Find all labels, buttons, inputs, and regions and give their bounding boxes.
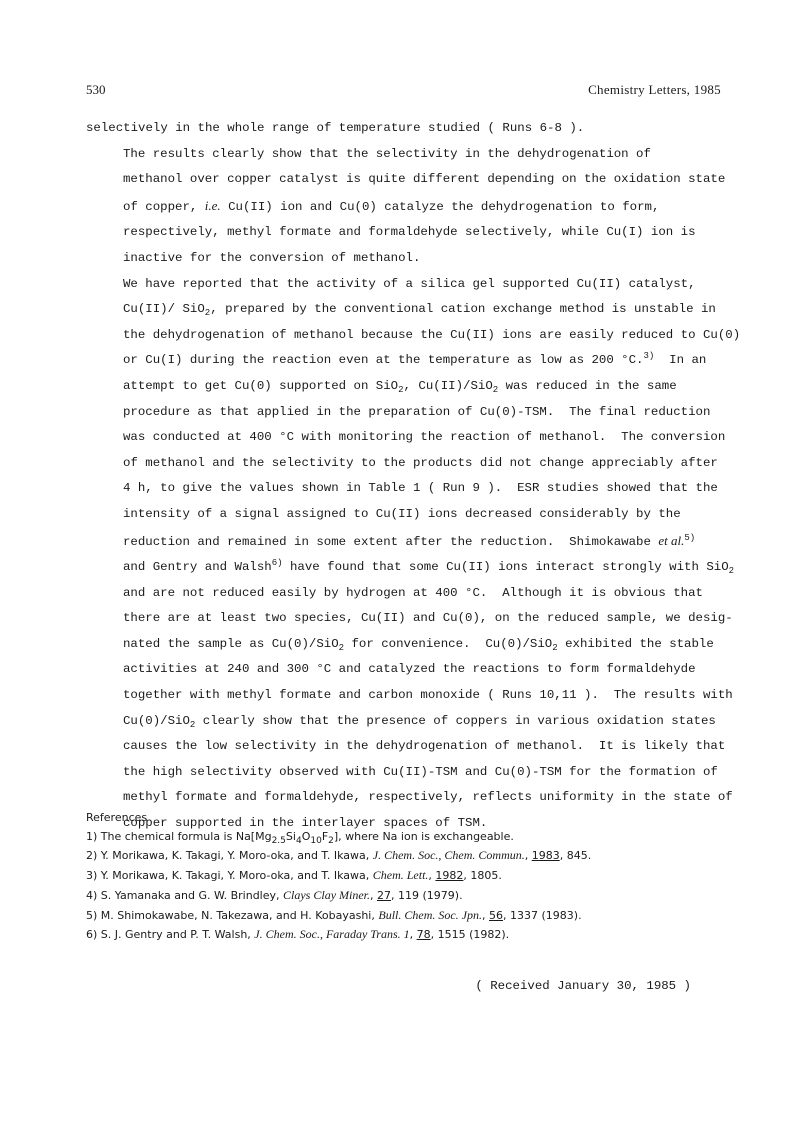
text-line: nated the sample as Cu(0)/SiO$_2$ for convenience. Cu(0)/SiO$_2$ exhibited the stable [123,636,714,653]
citation-6: 6) [271,558,283,569]
text-line: selectively in the whole range of temperature studied ( Runs 6-8 ). [86,121,585,135]
text-line: there are at least two species, Cu(II) and Cu(0), on the reduced sample, we desig- [123,611,733,626]
received-date: ( Received January 30, 1985 ) [475,979,691,993]
text-line: 4 h, to give the values shown in Table 1 ( Run 9 ). ESR studies showed that the [123,481,718,496]
text-line: methanol over copper catalyst is quite different depending on the oxidation state [123,172,726,187]
text-line: the dehydrogenation of methanol because the Cu(II) ions are easily reduced to Cu(0) [123,327,741,342]
page-number: 530 [86,82,106,97]
text-line: attempt to get Cu(0) supported on SiO$_2$, Cu(II)/SiO$_2$ was reduced in the same [123,378,677,395]
text-line: or Cu(I) during the reaction even at the temperature as low as 200 °C.$^{3)}$ In an [123,351,707,368]
reference-1: 1) The chemical formula is $Na[Mg_{2.5}Si_4O_{10}F_2]$, where Na ion is exchangeable. [86,829,514,846]
text-line: was conducted at 400 °C with monitoring the reaction of methanol. The conversion [123,430,726,445]
references-heading: References [86,811,148,824]
text-line: respectively, methyl formate and formaldehyde selectively, while Cu(I) ion is [123,225,696,240]
reference-5: 5) M. Shimokawabe, N. Takezawa, and H. Kobayashi, Bull. Chem. Soc. Jpn., 56, 1337 (1983). [86,907,582,922]
reference-4: 4) S. Yamanaka and G. W. Brindley, Clays Clay Miner., 27, 119 (1979). [86,887,463,902]
paragraph-continuation [86,116,726,142]
text-line: of copper, i.e. Cu(II) ion and Cu(0) catalyze the dehydrogenation to form, [123,197,660,214]
text-line: together with methyl formate and carbon monoxide ( Runs 10,11 ). The results with [123,688,733,703]
text-line: intensity of a signal assigned to Cu(II) ions decreased considerably by the [123,506,681,521]
text-line: the high selectivity observed with Cu(II)-TSM and Cu(0)-TSM for the formation of [123,764,718,779]
reference-6: 6) S. J. Gentry and P. T. Walsh, J. Chem. Soc., Faraday Trans. 1, 78, 1515 (1982). [86,927,510,942]
text-line: and are not reduced easily by hydrogen at 400 °C. Although it is obvious that [123,585,703,600]
paragraph-selectivity [86,142,726,272]
text-line: and Gentry and Walsh$^{6)}$ have found that some Cu(II) ions interact strongly with SiO$_2$ [123,558,735,577]
text-line: Cu(II)/ SiO$_2$, prepared by the conventional cation exchange method is unstable in [123,302,716,319]
text-line: The results clearly show that the selectivity in the dehydrogenation of [123,146,651,161]
journal-header: Chemistry Letters, 1985 [588,82,721,97]
text-line: copper supported in the interlayer spaces of TSM. [123,816,488,831]
reference-3: 3) Y. Morikawa, K. Takagi, Y. Moro-oka, and T. Ikawa, Chem. Lett., 1982, 1805. [86,868,502,883]
citation-5: 5) [684,532,696,543]
text-line: We have reported that the activity of a silica gel supported Cu(II) catalyst, [123,276,696,291]
text-line: procedure as that applied in the preparation of Cu(0)-TSM. The final reduction [123,404,711,419]
text-line: inactive for the conversion of methanol. [123,250,421,265]
article-body [86,116,741,837]
reference-2: 2) Y. Morikawa, K. Takagi, Y. Moro-oka, and T. Ikawa, J. Chem. Soc., Chem. Commun., 1983, 845. [86,848,592,863]
text-line: Cu(0)/SiO$_2$ clearly show that the presence of coppers in various oxidation states [123,713,716,730]
text-line: methyl formate and formaldehyde, respectively, reflects uniformity in the state of [123,790,733,805]
paragraph-silica-catalyst [86,272,741,837]
text-line: reduction and remained in some extent after the reduction. Shimokawabe et al.$^{5)}$ [123,532,696,549]
text-line: of methanol and the selectivity to the products did not change appreciably after [123,455,718,470]
citation-3: 3) [643,351,655,362]
text-line: causes the low selectivity in the dehydrogenation of methanol. It is likely that [123,739,726,754]
references-section [86,809,726,945]
text-line: activities at 240 and 300 °C and catalyzed the reactions to form formaldehyde [123,662,696,677]
